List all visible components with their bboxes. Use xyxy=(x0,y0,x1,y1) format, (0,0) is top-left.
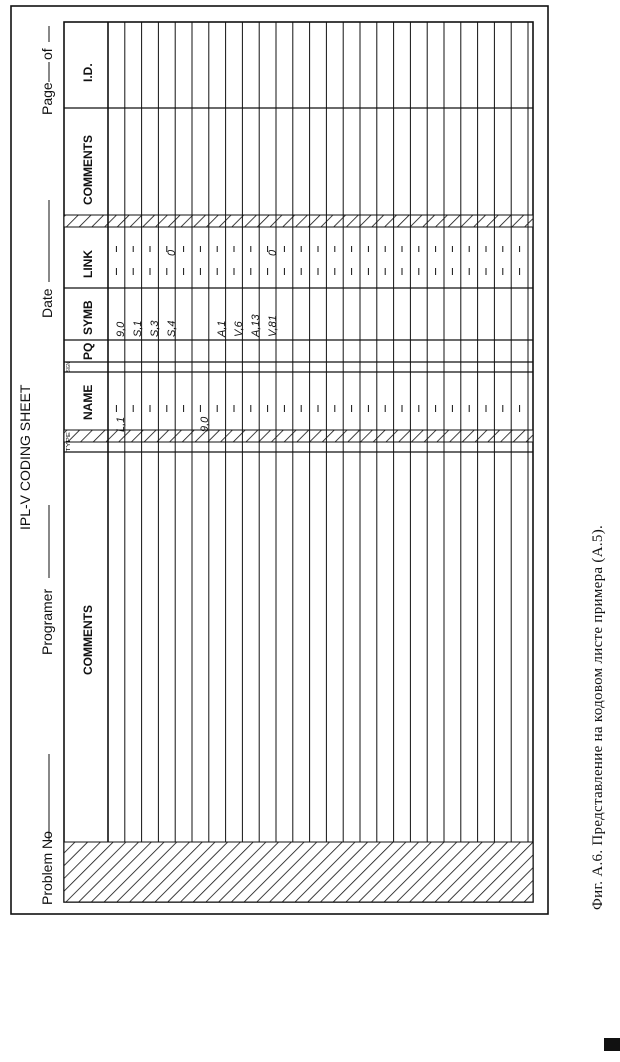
hatch-separator-1 xyxy=(64,430,533,442)
header-symb: SYMB xyxy=(81,300,95,335)
entry-symb-s1: S,1 xyxy=(132,320,144,337)
date-label: Date xyxy=(39,288,55,318)
page-label: Page xyxy=(39,82,55,115)
entry-symb-v81: V,81 xyxy=(267,315,279,337)
field-separators xyxy=(64,108,533,452)
programer-label: Programer xyxy=(39,588,55,655)
header-id: I.D. xyxy=(81,63,95,82)
figure-caption-text: Фиг. А.6. Представление на кодовом листе примера (А.5). xyxy=(590,524,606,910)
header-comments-left: COMMENTS xyxy=(81,605,95,675)
entry-symb-s4: S,4 xyxy=(166,320,178,337)
header-comments-right: COMMENTS xyxy=(81,135,95,205)
entry-symb-a1: A,1 xyxy=(216,320,228,337)
hatch-separator-2 xyxy=(64,215,533,227)
page-edge-mark xyxy=(604,1038,620,1051)
of-label: of xyxy=(39,48,55,60)
entry-symb-v6: V,6 xyxy=(233,321,245,337)
entry-link-0-b: 0 xyxy=(267,249,279,256)
entry-name-90: 9,0 xyxy=(199,416,211,432)
entry-link-0-a: 0 xyxy=(166,249,178,256)
entry-symb-s3: S,3 xyxy=(149,320,161,337)
header-link: LINK xyxy=(81,250,95,278)
hatch-left xyxy=(64,842,533,902)
header-type: TYPE xyxy=(66,438,72,452)
entry-name-l1: L,1 xyxy=(115,416,127,432)
sheet-title: IPL-V CODING SHEET xyxy=(17,384,33,530)
grid-frame xyxy=(64,22,533,902)
problem-no-label: Problem No xyxy=(39,831,55,905)
header-name: NAME xyxy=(81,384,95,420)
header-pq: PQ xyxy=(81,342,95,360)
entry-symb-90: 9,0 xyxy=(115,321,127,337)
header-sign: SIGN xyxy=(66,359,72,372)
entry-symb-a13: A,13 xyxy=(250,314,262,337)
